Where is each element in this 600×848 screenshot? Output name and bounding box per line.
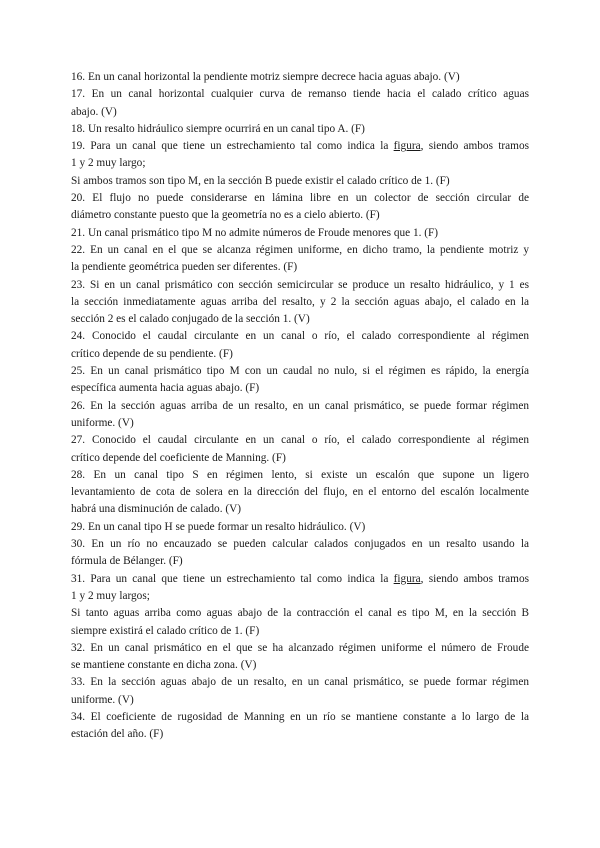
line: la pendiente geométrica pueden ser diferentes. (F) bbox=[71, 261, 298, 274]
line: 21. Un canal prismático tipo M no admite números de Froude menores que 1. (F) bbox=[71, 226, 439, 239]
line: crítico depende del coeficiente de Manning. (F) bbox=[71, 451, 286, 464]
line: 33. En la sección aguas abajo de un resalto, en un canal prismático, se puede formar régimen bbox=[71, 676, 529, 689]
line: 1 y 2 muy largo; bbox=[71, 157, 146, 170]
line: 23. Si en un canal prismático con sección semicircular se produce un resalto hidráulico, y 1 es bbox=[71, 278, 529, 291]
line: uniforme. (V) bbox=[71, 693, 134, 706]
figura-link[interactable]: figura bbox=[393, 572, 421, 585]
line: Si ambos tramos son tipo M, en la sección B puede existir el calado crítico de 1. (F) bbox=[71, 174, 450, 187]
line: 27. Conocido el caudal circulante en un canal o río, el calado correspondiente al régimen bbox=[71, 434, 529, 447]
line: levantamiento de cota de solera en la dirección del flujo, en el entorno del escalón localmente bbox=[71, 486, 529, 499]
line: 28. En un canal tipo S en régimen lento, si existe un escalón que supone un ligero bbox=[71, 468, 529, 481]
line: 26. En la sección aguas arriba de un resalto, en un canal prismático, se puede formar régimen bbox=[71, 399, 529, 412]
line: 1 y 2 muy largos; bbox=[71, 589, 150, 602]
line: 32. En un canal prismático en el que se ha alcanzado régimen uniforme el número de Froude bbox=[71, 641, 529, 654]
line: 25. En un canal prismático tipo M con un caudal no nulo, si el régimen es rápido, la energía bbox=[71, 365, 529, 378]
line: 30. En un río no encauzado se pueden calcular calados conjugados en un resalto usando la bbox=[71, 538, 529, 551]
line: se mantiene constante en dicha zona. (V) bbox=[71, 659, 257, 672]
line: 24. Conocido el caudal circulante en un canal o río, el calado correspondiente al régimen bbox=[71, 330, 529, 343]
line: 17. En un canal horizontal cualquier curva de remanso tiende hacia el calado crítico aguas bbox=[71, 88, 529, 101]
line: siempre existirá el calado crítico de 1. (F) bbox=[71, 624, 260, 637]
line: abajo. (V) bbox=[71, 105, 117, 118]
line: 19. Para un canal que tiene un estrechamiento tal como indica la figura, siendo ambos tramos bbox=[71, 140, 529, 153]
line: 20. El flujo no puede considerarse en lámina libre en un colector de sección circular de bbox=[71, 192, 529, 205]
line: 16. En un canal horizontal la pendiente motriz siempre decrece hacia aguas abajo. (V) bbox=[71, 71, 460, 83]
line: 34. El coeficiente de rugosidad de Manning en un río se mantiene constante a lo largo de la bbox=[71, 710, 529, 723]
line: estación del año. (F) bbox=[71, 728, 164, 741]
line: Si tanto aguas arriba como aguas abajo de la contracción el canal es tipo M, en la sección B bbox=[71, 607, 529, 620]
line: específica aumenta hacia aguas abajo. (F) bbox=[71, 382, 260, 395]
line: la sección inmediatamente aguas arriba del resalto, y 2 la sección aguas abajo, el calado en la bbox=[71, 295, 529, 308]
figura-link[interactable]: figura bbox=[393, 140, 421, 153]
line: fórmula de Bélanger. (F) bbox=[71, 555, 183, 568]
line: 31. Para un canal que tiene un estrechamiento tal como indica la figura, siendo ambos tramos bbox=[71, 572, 529, 585]
line: crítico depende de su pendiente. (F) bbox=[71, 347, 233, 360]
line: 22. En un canal en el que se alcanza régimen uniforme, en dicho tramo, la pendiente motriz y bbox=[71, 243, 529, 256]
line: uniforme. (V) bbox=[71, 416, 134, 429]
line: diámetro constante puesto que la geometría no es a cielo abierto. (F) bbox=[71, 209, 380, 222]
line: habrá una disminución de calado. (V) bbox=[71, 503, 242, 516]
line: sección 2 es el calado conjugado de la sección 1. (V) bbox=[71, 313, 310, 326]
line: 29. En un canal tipo H se puede formar un resalto hidráulico. (V) bbox=[71, 520, 366, 533]
line: 18. Un resalto hidráulico siempre ocurrirá en un canal tipo A. (F) bbox=[71, 122, 365, 135]
